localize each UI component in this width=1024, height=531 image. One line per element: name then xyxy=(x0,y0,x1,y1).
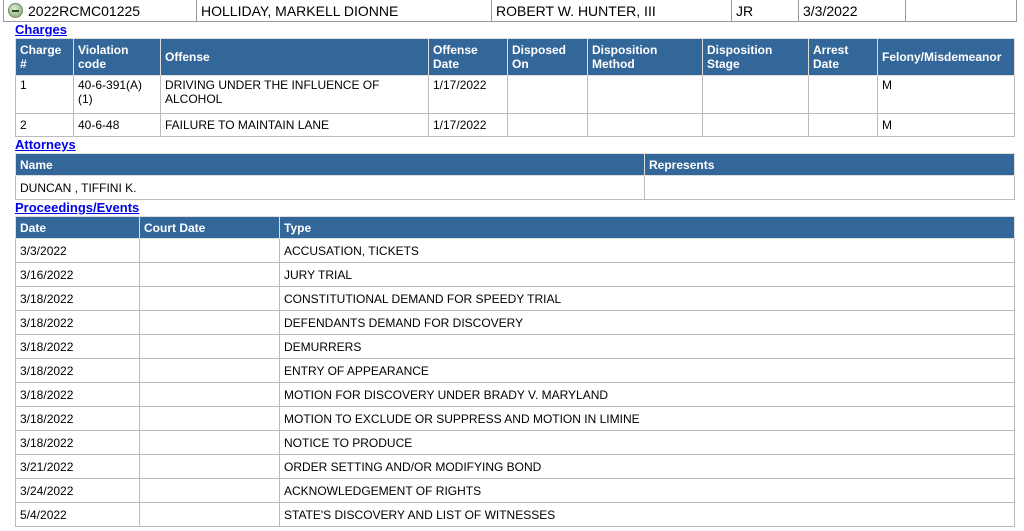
violation-code: 40-6-48 xyxy=(74,114,161,137)
attorneys-table xyxy=(15,153,1015,200)
proceedings-link[interactable]: Proceedings/Events xyxy=(15,200,140,215)
event-court-date xyxy=(140,263,280,287)
table-row xyxy=(16,239,1015,263)
event-court-date xyxy=(140,479,280,503)
offense-date: 1/17/2022 xyxy=(429,76,508,114)
event-type: CONSTITUTIONAL DEMAND FOR SPEEDY TRIAL xyxy=(280,287,1015,311)
event-court-date xyxy=(140,239,280,263)
arrest-date xyxy=(809,76,878,114)
attorneys-header-row xyxy=(16,154,1015,176)
event-type: NOTICE TO PRODUCE xyxy=(280,431,1015,455)
event-type: DEFENDANTS DEMAND FOR DISCOVERY xyxy=(280,311,1015,335)
event-type: ENTRY OF APPEARANCE xyxy=(280,359,1015,383)
attorneys-link[interactable]: Attorneys xyxy=(15,137,76,152)
table-row xyxy=(16,479,1015,503)
table-row xyxy=(16,114,1015,137)
col-felony-misdemeanor: Felony/Misdemeanor xyxy=(878,39,1015,76)
table-row xyxy=(16,359,1015,383)
offense-date: 1/17/2022 xyxy=(429,114,508,137)
event-court-date xyxy=(140,287,280,311)
event-date: 3/18/2022 xyxy=(16,407,140,431)
judge-name: ROBERT W. HUNTER, III xyxy=(496,2,656,19)
collapse-toggle-icon[interactable] xyxy=(8,3,23,18)
felony-misdemeanor: M xyxy=(878,76,1015,114)
event-type: STATE'S DISCOVERY AND LIST OF WITNESSES xyxy=(280,503,1015,527)
case-number: 2022RCMC01225 xyxy=(28,2,141,19)
event-court-date xyxy=(140,311,280,335)
event-type: ORDER SETTING AND/OR MODIFYING BOND xyxy=(280,455,1015,479)
col-offense-date: Offense Date xyxy=(429,39,508,76)
charge-number: 2 xyxy=(16,114,74,137)
case-date: 3/3/2022 xyxy=(803,2,858,19)
disposition-stage xyxy=(703,114,809,137)
attorney-name: DUNCAN , TIFFINI K. xyxy=(16,176,645,200)
event-type: ACKNOWLEDGEMENT OF RIGHTS xyxy=(280,479,1015,503)
event-date: 3/18/2022 xyxy=(16,359,140,383)
charges-table xyxy=(15,38,1015,137)
event-date: 3/24/2022 xyxy=(16,479,140,503)
event-date: 3/3/2022 xyxy=(16,239,140,263)
col-arrest-date: Arrest Date xyxy=(809,39,878,76)
event-date: 3/18/2022 xyxy=(16,383,140,407)
disposition-method xyxy=(588,76,703,114)
empty-cell xyxy=(906,0,1016,21)
event-court-date xyxy=(140,359,280,383)
charges-link[interactable]: Charges xyxy=(15,22,68,37)
judge-cell xyxy=(492,0,732,21)
table-row xyxy=(16,335,1015,359)
col-disposition-stage: Disposition Stage xyxy=(703,39,809,76)
defendant-cell xyxy=(197,0,492,21)
event-type: MOTION TO EXCLUDE OR SUPPRESS AND MOTION IN LIMINE xyxy=(280,407,1015,431)
attorney-represents xyxy=(645,176,1015,200)
event-date: 3/18/2022 xyxy=(16,311,140,335)
table-row xyxy=(16,311,1015,335)
felony-misdemeanor: M xyxy=(878,114,1015,137)
court-cell xyxy=(732,0,799,21)
event-date: 3/18/2022 xyxy=(16,431,140,455)
event-court-date xyxy=(140,431,280,455)
col-type: Type xyxy=(280,217,1015,239)
col-court-date: Court Date xyxy=(140,217,280,239)
proceedings-body xyxy=(16,239,1015,527)
event-date: 3/18/2022 xyxy=(16,335,140,359)
col-charge-number: Charge # xyxy=(16,39,74,76)
offense: FAILURE TO MAINTAIN LANE xyxy=(161,114,429,137)
event-court-date xyxy=(140,503,280,527)
event-type: MOTION FOR DISCOVERY UNDER BRADY V. MARYLAND xyxy=(280,383,1015,407)
disposition-stage xyxy=(703,76,809,114)
violation-code: 40-6-391(A)(1) xyxy=(74,76,161,114)
table-row xyxy=(16,407,1015,431)
table-row xyxy=(16,503,1015,527)
offense: DRIVING UNDER THE INFLUENCE OF ALCOHOL xyxy=(161,76,429,114)
event-type: DEMURRERS xyxy=(280,335,1015,359)
table-row xyxy=(16,76,1015,114)
court-code: JR xyxy=(736,2,754,19)
event-type: JURY TRIAL xyxy=(280,263,1015,287)
event-date: 3/18/2022 xyxy=(16,287,140,311)
col-offense: Offense xyxy=(161,39,429,76)
proceedings-header-row xyxy=(16,217,1015,239)
table-row xyxy=(16,455,1015,479)
col-disposition-method: Disposition Method xyxy=(588,39,703,76)
arrest-date xyxy=(809,114,878,137)
col-represents: Represents xyxy=(645,154,1015,176)
col-name: Name xyxy=(16,154,645,176)
disposed-on xyxy=(508,76,588,114)
event-date: 3/16/2022 xyxy=(16,263,140,287)
defendant-name: HOLLIDAY, MARKELL DIONNE xyxy=(201,2,399,19)
event-court-date xyxy=(140,383,280,407)
date-cell xyxy=(799,0,906,21)
col-date: Date xyxy=(16,217,140,239)
event-type: ACCUSATION, TICKETS xyxy=(280,239,1015,263)
event-date: 5/4/2022 xyxy=(16,503,140,527)
table-row xyxy=(16,287,1015,311)
table-row xyxy=(16,383,1015,407)
event-date: 3/21/2022 xyxy=(16,455,140,479)
disposed-on xyxy=(508,114,588,137)
table-row xyxy=(16,176,1015,200)
case-summary-row xyxy=(3,0,1017,22)
event-court-date xyxy=(140,455,280,479)
charges-header-row xyxy=(16,39,1015,76)
charge-number: 1 xyxy=(16,76,74,114)
disposition-method xyxy=(588,114,703,137)
col-disposed-on: Disposed On xyxy=(508,39,588,76)
case-detail xyxy=(3,0,1017,527)
table-row xyxy=(16,431,1015,455)
event-court-date xyxy=(140,335,280,359)
proceedings-table xyxy=(15,216,1015,527)
table-row xyxy=(16,263,1015,287)
case-number-cell xyxy=(4,0,197,21)
col-violation-code: Violation code xyxy=(74,39,161,76)
event-court-date xyxy=(140,407,280,431)
